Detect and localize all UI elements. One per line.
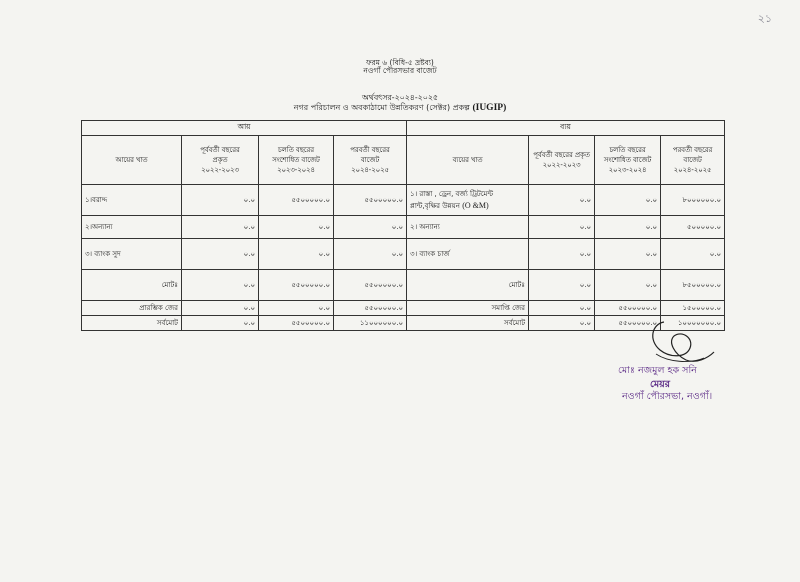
expense-current-value: ০.০ <box>595 216 661 239</box>
signatory-office: নওগাঁ পৌরসভা, নওগাঁ। <box>622 391 713 402</box>
income-section-header: আয় <box>82 121 407 136</box>
expense-next-value: ১৫০০০০০.০ <box>661 301 725 316</box>
income-prev-value: ০.০ <box>182 216 259 239</box>
expense-current-value: ৫৫০০০০০.০ <box>595 316 661 331</box>
expense-prev-value: ০.০ <box>529 239 595 270</box>
document-title: নওগাঁ পৌরসভার বাজেট <box>363 66 437 75</box>
expense-item-header: ব্যয়ের খাত <box>407 136 529 185</box>
header-line: বাজেট <box>360 155 380 164</box>
expense-prev-value: ০.০ <box>529 301 595 316</box>
budget-table <box>81 120 725 331</box>
expense-next-value: ০.০ <box>661 239 725 270</box>
header-line: ২০২৩-২০২৪ <box>277 166 315 175</box>
income-next-value: ৫৫০০০০০.০ <box>334 270 407 301</box>
income-prev-value: ০.০ <box>182 185 259 216</box>
expense-next-value: ৮৫০০০০০.০ <box>661 270 725 301</box>
project-title <box>0 103 800 115</box>
expense-prev-value: ০.০ <box>529 185 595 216</box>
expense-item: ৩। ব্যাংক চার্জ <box>407 239 529 270</box>
header-line: প্রকৃত <box>212 155 228 164</box>
income-item-header: আয়ের খাত <box>82 136 182 185</box>
expense-prev-value: ০.০ <box>529 270 595 301</box>
expense-prev-value: ০.০ <box>529 316 595 331</box>
header-line: ২০২৪-২০২৫ <box>351 166 389 175</box>
page-number: ২১ <box>757 12 772 25</box>
income-current-value: ৫৫০০০০০.০ <box>259 270 334 301</box>
expense-current-header <box>595 136 661 185</box>
expense-current-value: ০.০ <box>595 185 661 216</box>
income-item: ২।অন্যান্য <box>82 216 182 239</box>
expense-next-value: ১০০০০০০০.০ <box>661 316 725 331</box>
header-line: ২০২২-২০২৩ <box>542 161 581 169</box>
expense-item <box>407 185 529 216</box>
income-next-value: ০.০ <box>334 216 407 239</box>
income-current-value: ০.০ <box>259 239 334 270</box>
header-line: সংশোধিত বাজেট <box>603 155 652 164</box>
income-item: ১।বরাদ্দ <box>82 185 182 216</box>
income-prev-value: ০.০ <box>182 316 259 331</box>
header-line: পরবর্তী বছরের <box>350 145 390 154</box>
expense-section-header: ব্যয় <box>407 121 725 136</box>
table-row <box>82 216 725 239</box>
income-prev-header <box>182 136 259 185</box>
form-line: ফরম ৬ (বিধি-৫ দ্রষ্টব্য) <box>366 58 434 67</box>
signatory-name: মোঃ নজমুল হক সনি <box>618 365 697 376</box>
income-next-value: ৫৫০০০০০.০ <box>334 301 407 316</box>
project-code: (IUGIP) <box>472 103 507 113</box>
header-line: পূর্ববর্তী বছরের প্রকৃত <box>533 150 590 159</box>
income-item: ৩। ব্যাংক সুদ <box>82 239 182 270</box>
balance-row <box>82 301 725 316</box>
income-prev-value: ০.০ <box>182 301 259 316</box>
header-line: ২০২২-২০২৩ <box>201 166 239 175</box>
table-row <box>82 239 725 270</box>
expense-item-code: (O &M) <box>462 201 489 210</box>
table-row <box>82 185 725 216</box>
expense-next-value: ৮০০০০০০.০ <box>661 185 725 216</box>
income-current-value: ০.০ <box>259 301 334 316</box>
header-line: ২০২৩-২০২৪ <box>608 166 647 175</box>
project-name: নগর পরিচালন ও অবকাঠামো উন্নতিকরণ (সেক্টর) প্রকল্প <box>293 103 470 112</box>
income-current-header <box>259 136 334 185</box>
income-next-value: ০.০ <box>334 239 407 270</box>
header-line: চলতি বছরের <box>277 145 315 154</box>
income-current-value: ৫৫০০০০০.০ <box>259 185 334 216</box>
expense-item: ২। অন্যান্য <box>407 216 529 239</box>
expense-current-value: ০.০ <box>595 270 661 301</box>
closing-balance-label: সমাপ্তি জের <box>407 301 529 316</box>
expense-current-value: ০.০ <box>595 239 661 270</box>
header-line: সংশোধিত বাজেট <box>272 155 320 164</box>
header-line: পূর্ববর্তী বছরের <box>200 145 240 154</box>
income-next-header <box>334 136 407 185</box>
expense-current-value: ৫৫০০০০০.০ <box>595 301 661 316</box>
income-next-value: ১১০০০০০০.০ <box>334 316 407 331</box>
expense-prev-value: ০.০ <box>529 216 595 239</box>
signature-block <box>606 318 776 402</box>
header-line: বাজেট <box>683 155 702 164</box>
income-current-value: ৫৫০০০০০.০ <box>259 316 334 331</box>
header-line: চলতি বছরের <box>609 145 646 154</box>
income-next-value: ৫৫০০০০০.০ <box>334 185 407 216</box>
fiscal-year: অর্থবৎসর-২০২৪-২০২৫ <box>362 93 438 102</box>
total-row <box>82 270 725 301</box>
income-prev-value: ০.০ <box>182 239 259 270</box>
income-grand-total-label: সর্বমোট <box>82 316 182 331</box>
income-prev-value: ০.০ <box>182 270 259 301</box>
expense-next-header <box>661 136 725 185</box>
income-total-label: মোটঃ <box>82 270 182 301</box>
expense-prev-header <box>529 136 595 185</box>
opening-balance-label: প্রারম্ভিক জের <box>82 301 182 316</box>
signatory-title: মেয়র <box>650 379 670 390</box>
expense-total-label: মোটঃ <box>407 270 529 301</box>
income-current-value: ০.০ <box>259 216 334 239</box>
signature-scribble <box>634 318 724 368</box>
header-line: পরবর্তী বছরের <box>672 145 713 154</box>
header-line: ২০২৪-২০২৫ <box>673 166 712 175</box>
expense-grand-total-label: সর্বমোট <box>407 316 529 331</box>
expense-item-label: ১। রাস্তা , ড্রেন, বর্জ্য ট্রিটমেন্ট প্লান্ট,বৃক্ষির উন্নয়ন <box>410 190 493 210</box>
expense-next-value: ৫০০০০০.০ <box>661 216 725 239</box>
